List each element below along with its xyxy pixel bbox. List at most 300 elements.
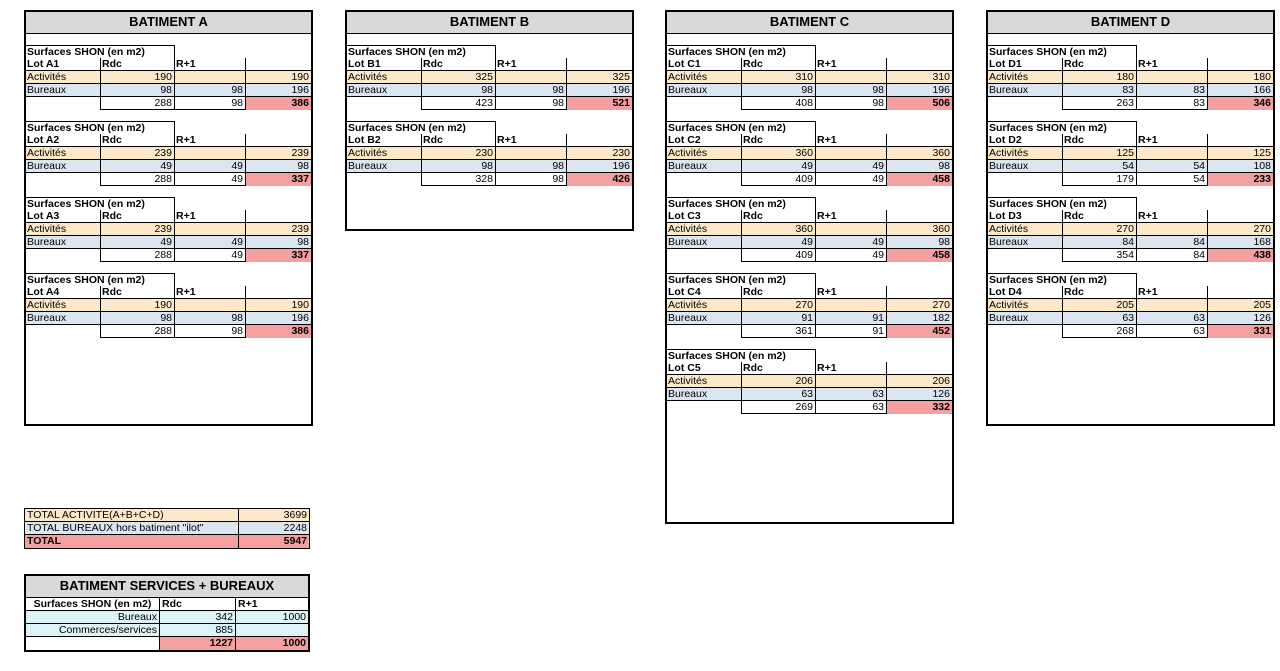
lot-surfaces-row bbox=[667, 197, 952, 210]
lot-total-row bbox=[988, 249, 1273, 262]
activites-total: 230 bbox=[567, 147, 632, 160]
lot-header-row bbox=[26, 286, 311, 299]
total-r1: 98 bbox=[175, 325, 246, 338]
total-blank bbox=[988, 325, 1063, 338]
lot-name: Lot D2 bbox=[988, 134, 1063, 147]
activites-label: Activités bbox=[26, 71, 101, 84]
activites-total: 239 bbox=[246, 147, 311, 160]
bureaux-label: Bureaux bbox=[667, 84, 742, 97]
activites-rdc: 270 bbox=[742, 299, 816, 312]
bureaux-r1: 49 bbox=[816, 236, 887, 249]
services-table bbox=[24, 574, 310, 652]
activites-rdc: 190 bbox=[101, 71, 175, 84]
activites-label: Activités bbox=[667, 299, 742, 312]
surfaces-label-cont bbox=[101, 273, 175, 286]
activites-total: 270 bbox=[1208, 223, 1273, 236]
bureaux-total: 98 bbox=[887, 236, 952, 249]
surfaces-label: Surfaces SHON (en m2) bbox=[668, 122, 786, 134]
activites-total: 360 bbox=[887, 147, 952, 160]
lot-surfaces-row bbox=[667, 45, 952, 58]
lot-surfaces-row bbox=[667, 349, 952, 362]
surfaces-label-cont bbox=[742, 121, 816, 134]
lot-table bbox=[26, 45, 311, 110]
surfaces-label: Surfaces SHON (en m2) bbox=[668, 274, 786, 286]
lot-total-row bbox=[988, 97, 1273, 110]
bureaux-rdc: 49 bbox=[101, 160, 175, 173]
col-r1: R+1 bbox=[816, 210, 887, 223]
surfaces-label-cont bbox=[742, 197, 816, 210]
bureaux-label: Bureaux bbox=[26, 236, 101, 249]
total-r1: 54 bbox=[1137, 173, 1208, 186]
bureaux-row bbox=[988, 236, 1273, 249]
activites-label: Activités bbox=[26, 299, 101, 312]
total-rdc: 328 bbox=[422, 173, 496, 186]
summary-activite-value: 3699 bbox=[283, 509, 307, 521]
col-total bbox=[1208, 210, 1273, 223]
col-r1: R+1 bbox=[816, 134, 887, 147]
total-rdc: 179 bbox=[1063, 173, 1137, 186]
col-rdc: Rdc bbox=[1063, 286, 1137, 299]
lot-grand-total: 337 bbox=[246, 249, 311, 262]
col-r1: R+1 bbox=[1137, 210, 1208, 223]
services-row-label: Commerces/services bbox=[26, 624, 160, 637]
total-blank bbox=[988, 97, 1063, 110]
activites-rdc: 205 bbox=[1063, 299, 1137, 312]
activites-row bbox=[26, 299, 311, 312]
lot-name: Lot B2 bbox=[347, 134, 422, 147]
lot-table bbox=[667, 45, 952, 110]
activites-rdc: 325 bbox=[422, 71, 496, 84]
bureaux-total: 196 bbox=[567, 84, 632, 97]
lot-total-row bbox=[667, 173, 952, 186]
bureaux-total: 98 bbox=[887, 160, 952, 173]
bureaux-rdc: 91 bbox=[742, 312, 816, 325]
total-rdc: 288 bbox=[101, 325, 175, 338]
building-d bbox=[986, 10, 1275, 426]
lot-grand-total: 233 bbox=[1208, 173, 1273, 186]
bureaux-r1: 98 bbox=[816, 84, 887, 97]
activites-label: Activités bbox=[988, 223, 1063, 236]
total-r1: 98 bbox=[496, 97, 567, 110]
col-total bbox=[567, 58, 632, 71]
activites-row bbox=[988, 147, 1273, 160]
summary-row-total bbox=[25, 535, 309, 548]
lot-header-row bbox=[667, 286, 952, 299]
col-rdc: Rdc bbox=[422, 58, 496, 71]
bureaux-total: 196 bbox=[887, 84, 952, 97]
col-r1: R+1 bbox=[816, 362, 887, 375]
surfaces-label: Surfaces SHON (en m2) bbox=[668, 198, 786, 210]
summary-bureaux-label: TOTAL BUREAUX hors batiment "ilot" bbox=[25, 522, 239, 534]
activites-rdc: 180 bbox=[1063, 71, 1137, 84]
activites-label: Activités bbox=[988, 147, 1063, 160]
total-blank bbox=[667, 249, 742, 262]
total-r1: 63 bbox=[816, 401, 887, 414]
lot-total-row bbox=[667, 325, 952, 338]
surfaces-label-cont bbox=[1063, 197, 1137, 210]
activites-total: 206 bbox=[887, 375, 952, 388]
lot-table bbox=[667, 273, 952, 338]
services-row-rdc: 885 bbox=[160, 624, 236, 637]
lot-table bbox=[667, 349, 952, 414]
lot-name: Lot C5 bbox=[667, 362, 742, 375]
lot-table bbox=[988, 45, 1273, 110]
lot-surfaces-row bbox=[347, 121, 632, 134]
total-blank bbox=[347, 97, 422, 110]
lot-table bbox=[988, 121, 1273, 186]
bureaux-r1: 98 bbox=[175, 84, 246, 97]
activites-total: 360 bbox=[887, 223, 952, 236]
services-col-rdc: Rdc bbox=[160, 598, 236, 611]
services-col-surfaces: Surfaces SHON (en m2) bbox=[26, 598, 160, 611]
lot-header-row bbox=[988, 134, 1273, 147]
surfaces-label-cont bbox=[101, 45, 175, 58]
activites-row bbox=[26, 223, 311, 236]
col-rdc: Rdc bbox=[742, 286, 816, 299]
lot-grand-total: 332 bbox=[887, 401, 952, 414]
lot-grand-total: 331 bbox=[1208, 325, 1273, 338]
lot-grand-total: 386 bbox=[246, 325, 311, 338]
col-r1: R+1 bbox=[175, 134, 246, 147]
services-col-r1: R+1 bbox=[236, 598, 308, 611]
activites-total: 190 bbox=[246, 71, 311, 84]
lot-total-row bbox=[26, 173, 311, 186]
lot-name: Lot A2 bbox=[26, 134, 101, 147]
activites-label: Activités bbox=[347, 71, 422, 84]
bureaux-row bbox=[988, 84, 1273, 97]
lot-header-row bbox=[667, 134, 952, 147]
services-row-bureaux bbox=[26, 611, 308, 624]
bureaux-row bbox=[667, 388, 952, 401]
summary-bureaux-value: 2248 bbox=[283, 522, 307, 534]
activites-row bbox=[667, 147, 952, 160]
total-rdc: 354 bbox=[1063, 249, 1137, 262]
bureaux-rdc: 98 bbox=[422, 160, 496, 173]
activites-label: Activités bbox=[347, 147, 422, 160]
activites-r1 bbox=[816, 223, 887, 236]
total-blank bbox=[988, 173, 1063, 186]
summary-activite-label: TOTAL ACTIVITE(A+B+C+D) bbox=[25, 509, 239, 521]
lot-header-row bbox=[988, 286, 1273, 299]
col-total bbox=[246, 134, 311, 147]
activites-r1 bbox=[175, 223, 246, 236]
lot-header-row bbox=[26, 210, 311, 223]
activites-r1 bbox=[496, 147, 567, 160]
lot-header-row bbox=[26, 58, 311, 71]
total-blank bbox=[26, 249, 101, 262]
total-r1: 98 bbox=[816, 97, 887, 110]
activites-row bbox=[26, 71, 311, 84]
bureaux-row bbox=[667, 84, 952, 97]
bureaux-label: Bureaux bbox=[26, 84, 101, 97]
surfaces-label: Surfaces SHON (en m2) bbox=[668, 350, 786, 362]
activites-label: Activités bbox=[988, 71, 1063, 84]
lot-name: Lot D4 bbox=[988, 286, 1063, 299]
bureaux-row bbox=[26, 84, 311, 97]
activites-r1 bbox=[816, 147, 887, 160]
bureaux-r1: 83 bbox=[1137, 84, 1208, 97]
lot-header-row bbox=[988, 58, 1273, 71]
surfaces-label: Surfaces SHON (en m2) bbox=[668, 46, 786, 58]
activites-total: 205 bbox=[1208, 299, 1273, 312]
activites-r1 bbox=[816, 375, 887, 388]
services-title: BATIMENT SERVICES + BUREAUX bbox=[26, 576, 308, 598]
col-r1: R+1 bbox=[1137, 134, 1208, 147]
bureaux-total: 98 bbox=[246, 160, 311, 173]
surfaces-label: Surfaces SHON (en m2) bbox=[989, 274, 1107, 286]
total-r1: 49 bbox=[175, 249, 246, 262]
bureaux-total: 126 bbox=[1208, 312, 1273, 325]
col-rdc: Rdc bbox=[1063, 58, 1137, 71]
total-r1: 91 bbox=[816, 325, 887, 338]
bureaux-total: 196 bbox=[567, 160, 632, 173]
lot-grand-total: 426 bbox=[567, 173, 632, 186]
bureaux-total: 126 bbox=[887, 388, 952, 401]
surfaces-label-cont bbox=[742, 349, 816, 362]
lot-surfaces-row bbox=[667, 121, 952, 134]
services-total-row bbox=[26, 637, 308, 650]
lot-name: Lot A3 bbox=[26, 210, 101, 223]
bureaux-rdc: 49 bbox=[742, 160, 816, 173]
activites-row bbox=[988, 71, 1273, 84]
lot-surfaces-row bbox=[667, 273, 952, 286]
building-c bbox=[665, 10, 954, 524]
activites-label: Activités bbox=[26, 223, 101, 236]
bureaux-rdc: 98 bbox=[742, 84, 816, 97]
summary-table bbox=[24, 508, 310, 549]
lot-surfaces-row bbox=[26, 45, 311, 58]
services-total-blank bbox=[26, 637, 160, 650]
lot-header-row bbox=[347, 58, 632, 71]
lot-total-row bbox=[26, 325, 311, 338]
activites-rdc: 190 bbox=[101, 299, 175, 312]
total-r1: 98 bbox=[496, 173, 567, 186]
col-total bbox=[887, 58, 952, 71]
bureaux-rdc: 98 bbox=[101, 312, 175, 325]
col-r1: R+1 bbox=[1137, 58, 1208, 71]
activites-rdc: 239 bbox=[101, 147, 175, 160]
lot-name: Lot C2 bbox=[667, 134, 742, 147]
bureaux-total: 196 bbox=[246, 84, 311, 97]
lot-grand-total: 452 bbox=[887, 325, 952, 338]
total-r1: 84 bbox=[1137, 249, 1208, 262]
col-total bbox=[887, 286, 952, 299]
activites-row bbox=[667, 223, 952, 236]
activites-rdc: 206 bbox=[742, 375, 816, 388]
col-r1: R+1 bbox=[816, 286, 887, 299]
summary-row-activite bbox=[25, 509, 309, 522]
bureaux-label: Bureaux bbox=[667, 236, 742, 249]
col-r1: R+1 bbox=[496, 58, 567, 71]
col-r1: R+1 bbox=[175, 58, 246, 71]
bureaux-r1: 98 bbox=[175, 312, 246, 325]
bureaux-label: Bureaux bbox=[667, 312, 742, 325]
lot-name: Lot A4 bbox=[26, 286, 101, 299]
lot-header-row bbox=[347, 134, 632, 147]
lot-name: Lot B1 bbox=[347, 58, 422, 71]
lot-total-row bbox=[667, 97, 952, 110]
total-r1: 49 bbox=[175, 173, 246, 186]
lot-surfaces-row bbox=[347, 45, 632, 58]
activites-r1 bbox=[816, 299, 887, 312]
building-b bbox=[345, 10, 634, 231]
col-total bbox=[246, 58, 311, 71]
surfaces-label: Surfaces SHON (en m2) bbox=[27, 274, 145, 286]
lot-grand-total: 506 bbox=[887, 97, 952, 110]
bureaux-total: 196 bbox=[246, 312, 311, 325]
col-rdc: Rdc bbox=[101, 134, 175, 147]
bureaux-rdc: 54 bbox=[1063, 160, 1137, 173]
surfaces-label-cont bbox=[742, 45, 816, 58]
col-r1: R+1 bbox=[816, 58, 887, 71]
activites-r1 bbox=[175, 147, 246, 160]
total-r1: 98 bbox=[175, 97, 246, 110]
lot-surfaces-row bbox=[988, 197, 1273, 210]
activites-r1 bbox=[496, 71, 567, 84]
col-rdc: Rdc bbox=[422, 134, 496, 147]
col-r1: R+1 bbox=[496, 134, 567, 147]
surfaces-label-cont bbox=[101, 197, 175, 210]
surfaces-label-cont bbox=[1063, 273, 1137, 286]
bureaux-row bbox=[26, 236, 311, 249]
activites-label: Activités bbox=[667, 375, 742, 388]
lot-name: Lot C3 bbox=[667, 210, 742, 223]
lot-surfaces-row bbox=[988, 121, 1273, 134]
lot-grand-total: 521 bbox=[567, 97, 632, 110]
services-total-rdc: 1227 bbox=[160, 637, 236, 650]
col-rdc: Rdc bbox=[1063, 134, 1137, 147]
surfaces-label: Surfaces SHON (en m2) bbox=[989, 122, 1107, 134]
bureaux-row bbox=[988, 312, 1273, 325]
bureaux-label: Bureaux bbox=[26, 312, 101, 325]
bureaux-total: 182 bbox=[887, 312, 952, 325]
lot-name: Lot C1 bbox=[667, 58, 742, 71]
bureaux-label: Bureaux bbox=[26, 160, 101, 173]
lot-name: Lot D3 bbox=[988, 210, 1063, 223]
bureaux-row bbox=[667, 312, 952, 325]
total-rdc: 409 bbox=[742, 173, 816, 186]
bureaux-total: 168 bbox=[1208, 236, 1273, 249]
activites-total: 239 bbox=[246, 223, 311, 236]
activites-r1 bbox=[175, 299, 246, 312]
lot-table bbox=[26, 121, 311, 186]
lot-name: Lot C4 bbox=[667, 286, 742, 299]
lot-grand-total: 337 bbox=[246, 173, 311, 186]
total-blank bbox=[26, 97, 101, 110]
activites-total: 325 bbox=[567, 71, 632, 84]
col-r1: R+1 bbox=[175, 210, 246, 223]
surfaces-label-cont bbox=[101, 121, 175, 134]
total-blank bbox=[667, 401, 742, 414]
bureaux-label: Bureaux bbox=[347, 84, 422, 97]
lot-total-row bbox=[347, 97, 632, 110]
building-a bbox=[24, 10, 313, 426]
total-rdc: 288 bbox=[101, 249, 175, 262]
lot-name: Lot D1 bbox=[988, 58, 1063, 71]
services-row-commerces bbox=[26, 624, 308, 637]
lot-name: Lot A1 bbox=[26, 58, 101, 71]
services-row-label: Bureaux bbox=[26, 611, 160, 624]
lot-header-row bbox=[988, 210, 1273, 223]
col-total bbox=[567, 134, 632, 147]
lot-surfaces-row bbox=[26, 273, 311, 286]
col-rdc: Rdc bbox=[101, 58, 175, 71]
lot-table bbox=[26, 273, 311, 338]
total-rdc: 288 bbox=[101, 97, 175, 110]
total-rdc: 269 bbox=[742, 401, 816, 414]
col-r1: R+1 bbox=[175, 286, 246, 299]
col-total bbox=[887, 362, 952, 375]
total-blank bbox=[667, 97, 742, 110]
lot-header-row bbox=[667, 362, 952, 375]
activites-row bbox=[667, 299, 952, 312]
lot-table bbox=[26, 197, 311, 262]
bureaux-rdc: 63 bbox=[1063, 312, 1137, 325]
surfaces-label: Surfaces SHON (en m2) bbox=[27, 122, 145, 134]
activites-total: 270 bbox=[887, 299, 952, 312]
bureaux-r1: 63 bbox=[816, 388, 887, 401]
activites-rdc: 270 bbox=[1063, 223, 1137, 236]
services-row-r1: 1000 bbox=[236, 611, 308, 624]
lot-grand-total: 438 bbox=[1208, 249, 1273, 262]
activites-row bbox=[347, 147, 632, 160]
activites-row bbox=[667, 71, 952, 84]
col-rdc: Rdc bbox=[742, 210, 816, 223]
activites-row bbox=[26, 147, 311, 160]
total-r1: 49 bbox=[816, 173, 887, 186]
activites-rdc: 239 bbox=[101, 223, 175, 236]
bureaux-row bbox=[347, 84, 632, 97]
bureaux-label: Bureaux bbox=[988, 236, 1063, 249]
building-title: BATIMENT B bbox=[347, 12, 632, 34]
bureaux-rdc: 84 bbox=[1063, 236, 1137, 249]
total-r1: 63 bbox=[1137, 325, 1208, 338]
activites-r1 bbox=[1137, 71, 1208, 84]
col-rdc: Rdc bbox=[101, 286, 175, 299]
bureaux-rdc: 49 bbox=[742, 236, 816, 249]
lot-total-row bbox=[26, 249, 311, 262]
lot-table bbox=[988, 197, 1273, 262]
bureaux-r1: 98 bbox=[496, 160, 567, 173]
activites-r1 bbox=[175, 71, 246, 84]
total-r1: 83 bbox=[1137, 97, 1208, 110]
activites-r1 bbox=[1137, 223, 1208, 236]
lot-grand-total: 386 bbox=[246, 97, 311, 110]
bureaux-rdc: 83 bbox=[1063, 84, 1137, 97]
building-title: BATIMENT C bbox=[667, 12, 952, 34]
building-title: BATIMENT D bbox=[988, 12, 1273, 34]
activites-r1 bbox=[1137, 299, 1208, 312]
total-blank bbox=[26, 325, 101, 338]
bureaux-row bbox=[667, 236, 952, 249]
total-blank bbox=[667, 173, 742, 186]
lot-table bbox=[347, 121, 632, 186]
bureaux-r1: 98 bbox=[496, 84, 567, 97]
bureaux-row bbox=[26, 160, 311, 173]
bureaux-r1: 63 bbox=[1137, 312, 1208, 325]
lot-total-row bbox=[26, 97, 311, 110]
lot-grand-total: 458 bbox=[887, 173, 952, 186]
col-total bbox=[1208, 286, 1273, 299]
activites-r1 bbox=[1137, 147, 1208, 160]
lot-total-row bbox=[988, 325, 1273, 338]
bureaux-r1: 91 bbox=[816, 312, 887, 325]
lot-table bbox=[667, 121, 952, 186]
col-rdc: Rdc bbox=[742, 134, 816, 147]
activites-rdc: 310 bbox=[742, 71, 816, 84]
activites-label: Activités bbox=[667, 71, 742, 84]
bureaux-label: Bureaux bbox=[667, 388, 742, 401]
